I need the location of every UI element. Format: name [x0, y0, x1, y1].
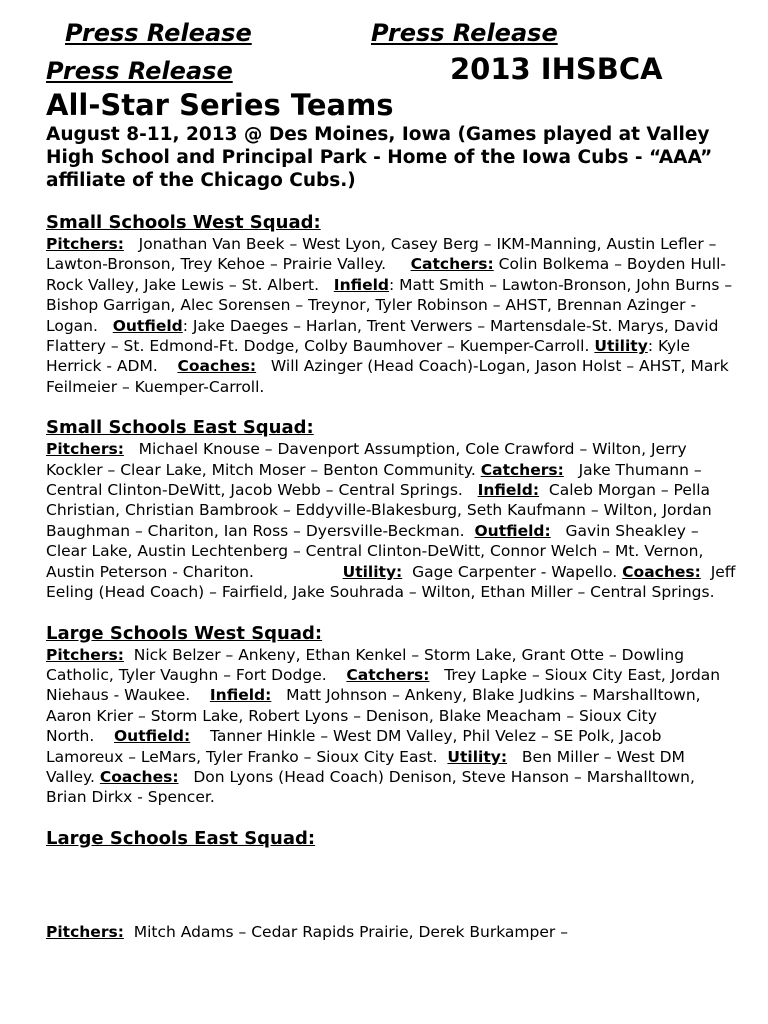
- outfield-label: Outfield:: [474, 521, 551, 540]
- press-release-heading: Press Release: [46, 57, 233, 85]
- outfield-list: Gavin Sheakley – Clear Lake, Austin Lechtenberg – Central Clinton-DeWitt, Connor Welch – Mt. Vernon, Austin Peterson - Chariton.: [46, 521, 704, 581]
- pitchers-list: Mitch Adams – Cedar Rapids Prairie, Derek Burkamper –: [133, 922, 568, 941]
- squad-small-schools-east: [46, 417, 736, 602]
- catchers-list: Colin Bolkema – Boyden Hull-Rock Valley, Jake Lewis – St. Albert.: [46, 255, 727, 294]
- coaches-label: Coaches:: [622, 562, 701, 581]
- squad-title: Large Schools West Squad:: [46, 622, 323, 644]
- coaches-label: Coaches:: [177, 357, 257, 376]
- event-details: August 8-11, 2013 @ Des Moines, Iowa (Games played at Valley High School and Principal Park - Home of the Iowa Cubs - “AAA” affiliate of the Chicago Cubs.): [46, 124, 713, 191]
- infield-label: Infield: [333, 275, 390, 294]
- infield-label: Infield:: [477, 481, 540, 500]
- squad-roster: [46, 922, 736, 942]
- year-title: 2013 IHSBCA: [450, 52, 663, 86]
- outfield-list: : Jake Daeges – Harlan, Trent Verwers – Martensdale-St. Marys, David Flattery – St. Edmond-Ft. Dodge, Colby Baumhover – Kuemper-Carroll.: [46, 316, 719, 356]
- utility-list: : Kyle Herrick - ADM.: [46, 337, 691, 376]
- pitchers-label: Pitchers:: [46, 440, 124, 459]
- squad-large-schools-east: [46, 828, 736, 942]
- coaches-list: Don Lyons (Head Coach) Denison, Steve Hanson – Marshalltown, Brian Dirkx - Spencer.: [46, 767, 695, 807]
- press-release-heading: Press Release: [65, 19, 252, 47]
- infield-list: Matt Johnson – Ankeny, Blake Judkins – Marshalltown, Aaron Krier – Storm Lake, Robert Lyons – Denison, Blake Meacham – Sioux City North.: [46, 686, 701, 746]
- press-release-page: [46, 18, 736, 942]
- utility-list: Ben Miller – West DM Valley.: [46, 747, 685, 786]
- title-row: [46, 52, 736, 86]
- utility-label: Utility:: [342, 562, 403, 581]
- press-release-heading: Press Release: [371, 19, 558, 47]
- infield-list: Caleb Morgan – Pella Christian, Christian Bambrook – Eddyville-Blakesburg, Seth Kaufmann – Wilton, Jordan Baughman – Chariton, Ian Ross – Dyersville-Beckman.: [46, 481, 712, 540]
- utility-label: Utility: [594, 337, 648, 356]
- squad-title: Large Schools East Squad:: [46, 827, 316, 849]
- catchers-label: Catchers:: [346, 665, 430, 684]
- catchers-label: Catchers:: [480, 460, 564, 479]
- squad-large-schools-west: [46, 623, 736, 808]
- infield-list: : Matt Smith – Lawton-Bronson, John Burns – Bishop Garrigan, Alec Sorensen – Treynor, Tyler Robinson – AHST, Brennan Azinger - Logan.: [46, 275, 733, 335]
- catchers-list: Trey Lapke – Sioux City East, Jordan Niehaus - Waukee.: [46, 665, 721, 705]
- utility-label: Utility:: [447, 747, 508, 766]
- squad-title: Small Schools East Squad:: [46, 417, 314, 439]
- coaches-label: Coaches:: [99, 767, 179, 786]
- press-release-row: [46, 18, 736, 52]
- pitchers-list: Michael Knouse – Davenport Assumption, Cole Crawford – Wilton, Jerry Kockler – Clear Lake, Mitch Moser – Benton Community.: [46, 440, 687, 479]
- pitchers-list: Nick Belzer – Ankeny, Ethan Kenkel – Storm Lake, Grant Otte – Dowling Catholic, Tyler Vaughn – Fort Dodge.: [46, 645, 685, 684]
- coaches-list: Jeff Eeling (Head Coach) – Fairfield, Jake Souhrada – Wilton, Ethan Miller – Central Springs.: [46, 562, 736, 602]
- page-title: All-Star Series Teams: [46, 88, 394, 122]
- outfield-label: Outfield:: [114, 727, 191, 746]
- squad-title: Small Schools West Squad:: [46, 212, 321, 233]
- catchers-list: Jake Thumann – Central Clinton-DeWitt, Jacob Webb – Central Springs.: [46, 460, 702, 500]
- squad-roster: [46, 645, 736, 808]
- pitchers-label: Pitchers:: [46, 645, 124, 664]
- utility-list: Gage Carpenter - Wapello.: [412, 562, 618, 581]
- infield-label: Infield:: [209, 686, 272, 705]
- pitchers-label: Pitchers:: [46, 922, 124, 941]
- pitchers-list: Jonathan Van Beek – West Lyon, Casey Berg – IKM-Manning, Austin Lefler – Lawton-Bronson, Trey Kehoe – Prairie Valley.: [46, 235, 717, 274]
- pitchers-label: Pitchers:: [46, 235, 124, 253]
- blank-space: [46, 850, 736, 922]
- outfield-list: Tanner Hinkle – West DM Valley, Phil Velez – SE Polk, Jacob Lamoreux – LeMars, Tyler Franko – Sioux City East.: [46, 727, 662, 766]
- catchers-label: Catchers:: [410, 255, 494, 274]
- outfield-label: Outfield: [112, 316, 183, 335]
- coaches-list: Will Azinger (Head Coach)-Logan, Jason Holst – AHST, Mark Feilmeier – Kuemper-Carroll.: [46, 357, 729, 396]
- squad-roster: [46, 234, 736, 397]
- squad-small-schools-west: [46, 212, 736, 397]
- squad-roster: [46, 439, 736, 602]
